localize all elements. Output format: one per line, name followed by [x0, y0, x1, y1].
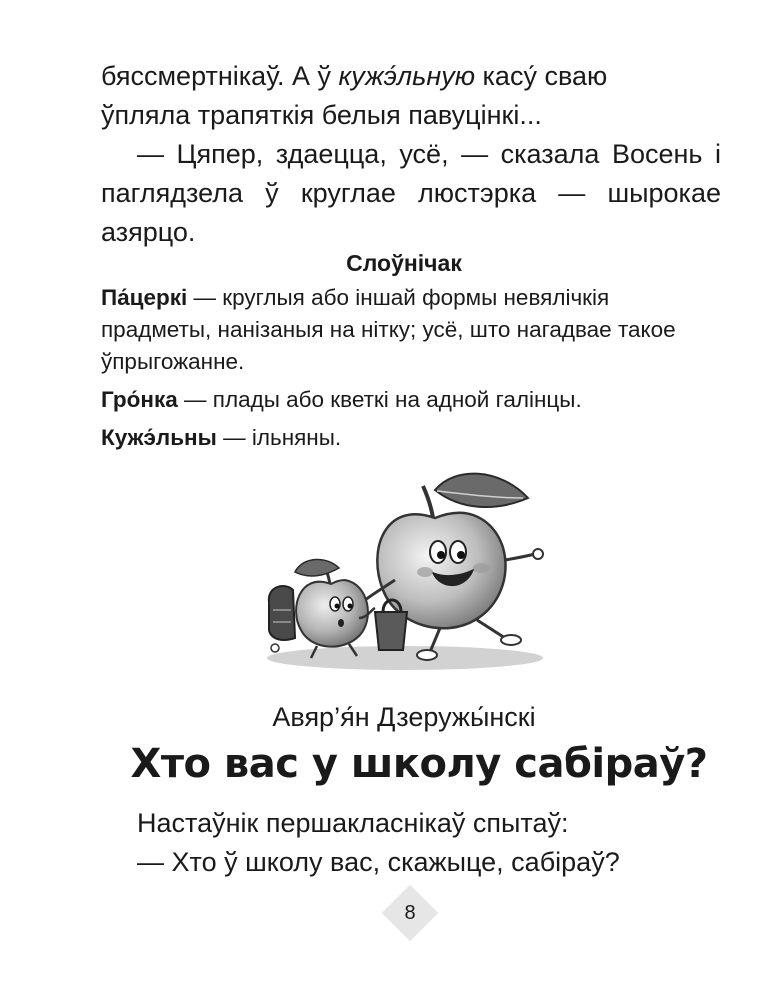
- glossary-term: Па́церкі: [101, 285, 188, 310]
- poem-line: — Хто ў школу вас, скажыце, сабіраў?: [137, 847, 620, 877]
- glossary-list: [101, 282, 721, 454]
- glossary-entry: [101, 384, 721, 416]
- backpack-icon: [269, 586, 295, 640]
- poem-author: Авяр’я́н Дзеружы́нскі: [272, 702, 536, 732]
- big-apple-stem: [423, 486, 433, 518]
- glossary-definition: — ільняны.: [216, 425, 342, 450]
- glossary-entry: [101, 282, 721, 378]
- story-line-1-start: бяссмертнікаў. А ў: [101, 61, 339, 91]
- glossary-term: Кужэ́льны: [101, 425, 217, 450]
- glossary-title: Слоўнічак: [346, 250, 462, 276]
- story-paragraph-2: — Цяпер, здаецца, усё, — сказала Восень і паглядзела ў круглае люстэрка — шырокае азярцо.: [101, 139, 721, 247]
- page-number: 8: [404, 902, 416, 924]
- story-line-1-end: касу́ сваю: [475, 61, 608, 91]
- story-line-2: ўпляла трапяткія белыя павуцінкі...: [101, 100, 542, 130]
- story-italic-word: кужэ́льную: [338, 61, 476, 91]
- small-apple-mouth: [338, 619, 344, 627]
- small-apple-body: [296, 580, 368, 647]
- poem-title: Хто вас у школу сабіраў?: [130, 741, 708, 787]
- glossary-entry: [101, 422, 721, 454]
- poem-line: Настаўнік першакласнікаў спытаў:: [137, 808, 569, 838]
- handbag-icon: [375, 612, 407, 650]
- page-number-badge: [390, 893, 430, 933]
- glossary-definition: — плады або кветкі на адной галінцы.: [177, 387, 582, 412]
- ground-shadow: [267, 646, 543, 670]
- poem-verse: [137, 804, 620, 882]
- apples-going-to-school-icon: [255, 460, 555, 675]
- big-apple-leaf: [435, 474, 528, 507]
- glossary-term: Гро́нка: [101, 387, 178, 412]
- story-text: [101, 57, 721, 252]
- small-apple-leaf: [295, 559, 339, 576]
- big-apple-right-arm: [505, 554, 535, 560]
- glossary-definition: — круглыя або іншай формы невялічкія прадметы, нанізаныя на нітку; усё, што нагадвае такое ўпрыгожанне.: [101, 285, 676, 374]
- story-line-1: [101, 57, 721, 96]
